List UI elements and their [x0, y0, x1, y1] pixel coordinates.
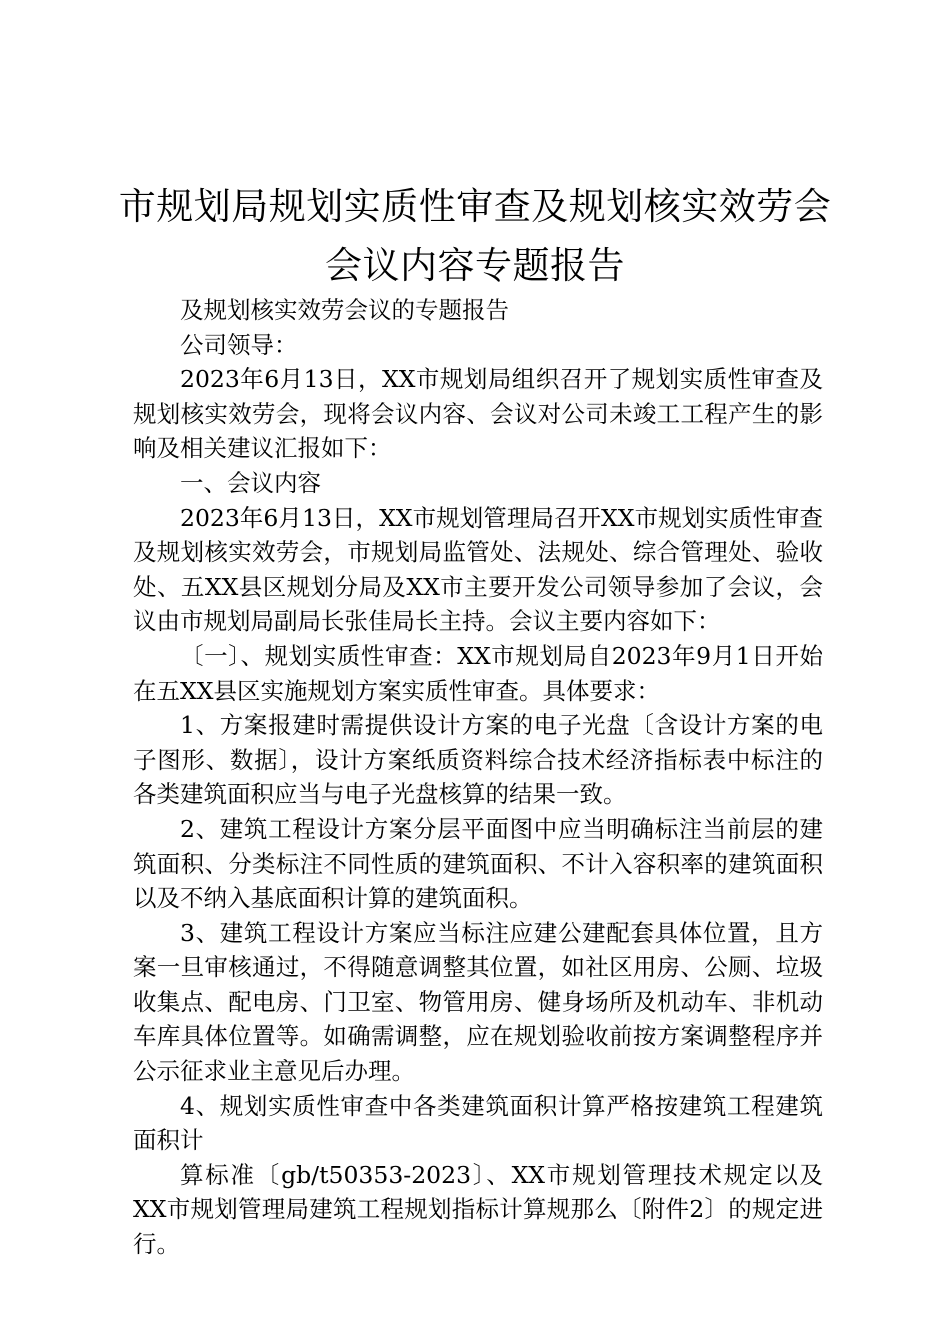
intro-paragraph: 2023年6月13日，XX市规划局组织召开了规划实质性审查及规划核实效劳会，现将会议内容、会议对公司未竣工工程产生的影响及相关建议汇报如下：: [133, 365, 823, 463]
subtitle-paragraph: 及规划核实效劳会议的专题报告: [180, 296, 509, 324]
requirement-item-3: 3、建筑工程设计方案应当标注应建公建配套具体位置，且方案一旦审核通过，不得随意调整其位置，如社区用房、公厕、垃圾收集点、配电房、门卫室、物管用房、健身场所及机动车、非机动车库具体位置等。如确需调整，应在规划验收前按方案调整程序并公示征求业主意见后办理。: [133, 918, 823, 1086]
meeting-summary-paragraph: 2023年6月13日，XX市规划管理局召开XX市规划实质性审查及规划核实效劳会，市规划局监管处、法规处、综合管理处、验收处、五XX县区规划分局及XX市主要开发公司领导参加了会议，会议由市规划局副局长张佳局长主持。会议主要内容如下：: [133, 503, 823, 636]
requirement-item-4: 4、规划实质性审查中各类建筑面积计算严格按建筑工程建筑面积计: [133, 1091, 823, 1155]
requirement-item-1: 1、方案报建时需提供设计方案的电子光盘〔含设计方案的电子图形、数据〕，设计方案纸质资料综合技术经济指标表中标注的各类建筑面积应当与电子光盘核算的结果一致。: [133, 711, 823, 809]
document-body: [133, 293, 823, 1262]
document-title-line-2: 会议内容专题报告: [325, 244, 625, 287]
requirement-item-2: 2、建筑工程设计方案分层平面图中应当明确标注当前层的建筑面积、分类标注不同性质的建筑面积、不计入容积率的建筑面积以及不纳入基底面积计算的建筑面积。: [133, 814, 823, 913]
section-heading-meeting-content: 一、会议内容: [180, 468, 321, 497]
document-title-line-1: 市规划局规划实质性审查及规划核实效劳会: [118, 185, 832, 228]
requirement-item-4-continued: 算标准〔gb/t50353-2023〕、XX市规划管理技术规定以及XX市规划管理局建筑工程规划指标计算规那么〔附件2〕的规定进行。: [133, 1160, 823, 1259]
subsection-heading-review: 〔一〕、规划实质性审查：XX市规划局自2023年9月1日开始在五XX县区实施规划方案实质性审查。具体要求：: [133, 641, 823, 705]
salutation-paragraph: 公司领导：: [180, 330, 298, 359]
